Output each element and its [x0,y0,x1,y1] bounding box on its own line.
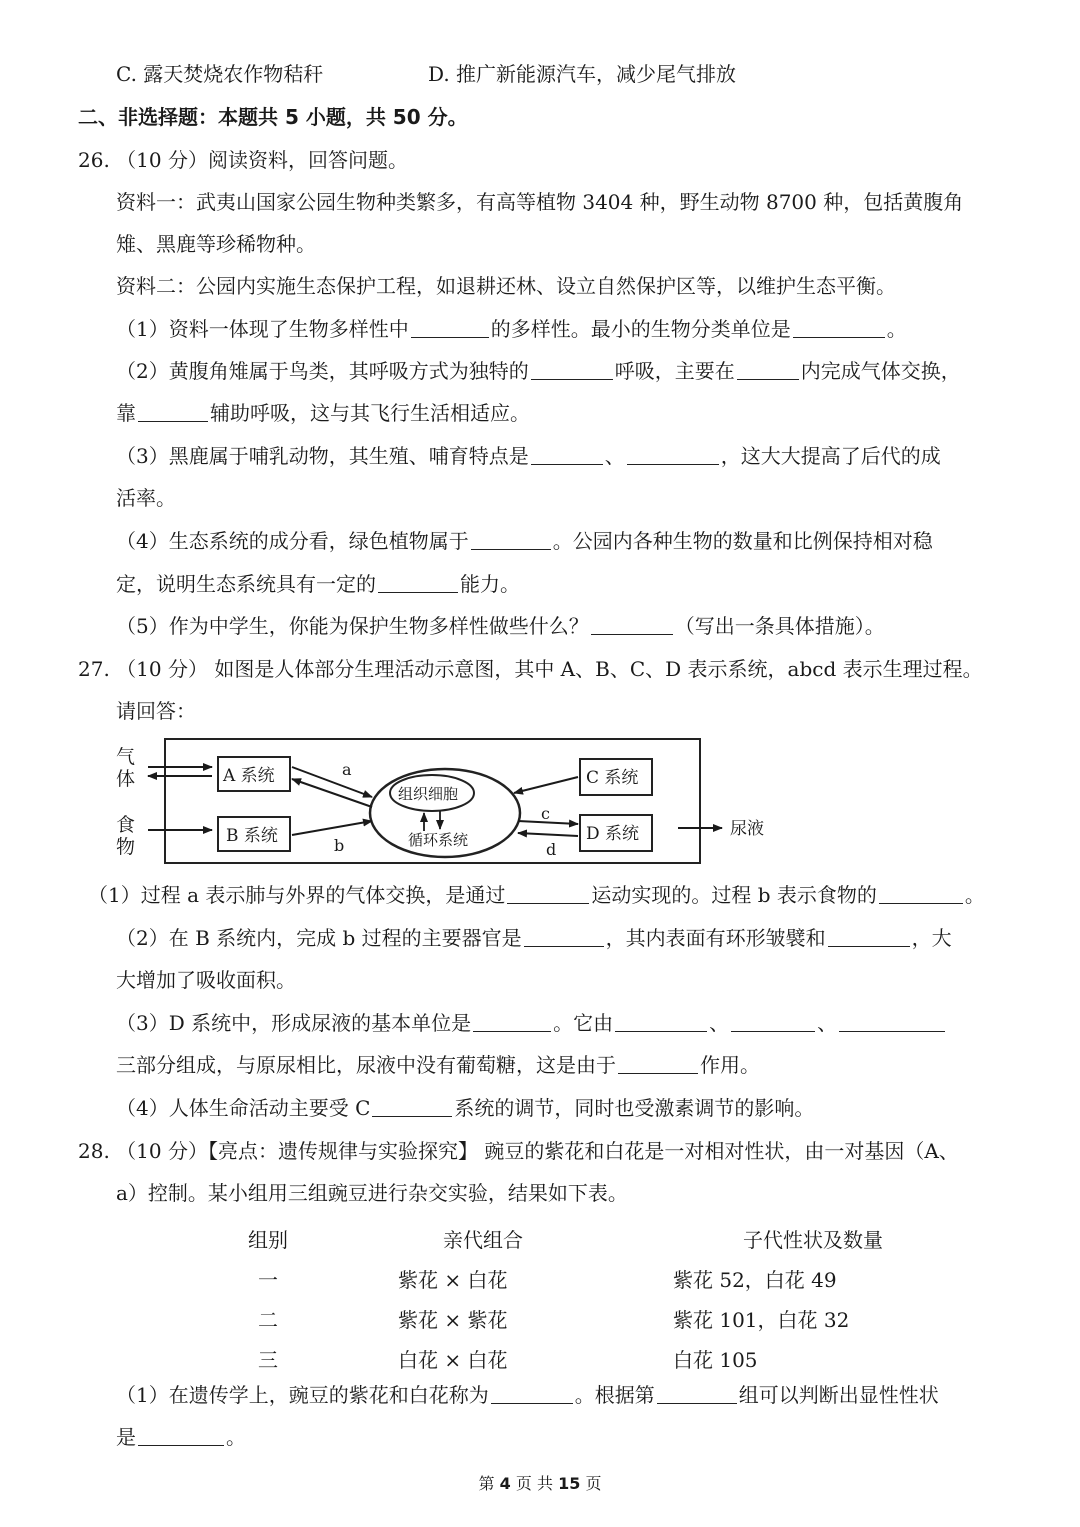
table-cell: 紫花 52，白花 49 [673,1267,837,1292]
q28-line2: a）控制。某小组用三组豌豆进行杂交实验，结果如下表。 [116,1181,628,1205]
q26-sub2-text-c: 内完成气体交换， [800,359,961,383]
table-header-cell: 亲代组合 [443,1227,523,1252]
q28-sub1-line1 [116,1381,939,1409]
process-d-arrow [518,833,578,836]
table-row [220,1258,983,1298]
genetics-table [220,1218,983,1378]
q26-sub4-line2 [116,570,520,598]
answer-blank[interactable] [618,1053,698,1074]
urine-label: 尿液 [730,819,764,839]
option-d: D. 推广新能源汽车，减少尾气排放 [428,62,737,86]
q27-sub1-text-b: 运动实现的。过程 b 表示食物的 [591,883,877,907]
q28-header: 28. （10 分）【亮点：遗传规律与实验探究】 豌豆的紫花和白花是一对相对性状，由一对基因（A、 [78,1139,959,1163]
q27-sub4-text-a: （4）人体生命活动主要受 C [116,1096,371,1120]
q26-sub4-text-d: 能力。 [460,572,520,596]
food-label-1: 食 [116,814,136,836]
q26-sub4-text-b: 。公园内各种生物的数量和比例保持相对稳 [552,529,933,553]
q27-sub3-line1 [116,1009,947,1037]
q26-sub2-text-b: 呼吸，主要在 [614,359,735,383]
q28-sub1-text-a: （1）在遗传学上，豌豆的紫花和白花称为 [116,1383,489,1407]
table-header-cell: 子代性状及数量 [743,1227,883,1252]
q28-sub1-text-c: 组可以判断出显性性状 [738,1383,939,1407]
q27-sub3-text-b: 。它由 [553,1011,614,1035]
answer-blank[interactable] [507,883,589,904]
option-c: C. 露天焚烧农作物秸秆 [116,62,324,86]
q27-sub4 [116,1094,814,1122]
food-label-2: 物 [116,836,136,858]
answer-blank[interactable] [473,1011,551,1032]
answer-blank[interactable] [731,1011,815,1032]
answer-blank[interactable] [471,529,551,550]
system-c-arrow [514,777,578,793]
q27-sub2-text-b: ，其内表面有环形皱襞和 [605,926,826,950]
answer-blank[interactable] [378,572,458,593]
q26-material1-line1: 资料一：武夷山国家公园生物种类繁多，有高等植物 3404 种，野生动物 8700 种，包括黄腹角 [116,190,964,214]
table-header-row [220,1218,983,1258]
answer-blank[interactable] [839,1011,945,1032]
q26-sub4-line1 [116,527,933,555]
answer-blank[interactable] [657,1383,737,1404]
q26-sub2-line1 [116,357,961,385]
q27-sub3-line2 [116,1051,760,1079]
tissue-cell-label: 组织细胞 [398,785,459,803]
table-cell: 白花 105 [673,1347,758,1372]
answer-blank[interactable] [828,926,910,947]
q26-sub2-text-e: 辅助呼吸，这与其飞行生活相适应。 [210,401,530,425]
section-title: 二、非选择题：本题共 5 小题，共 50 分。 [78,105,468,129]
process-c-label: c [541,804,550,823]
answer-blank[interactable] [411,317,489,338]
system-a-label: A 系统 [223,766,275,786]
q26-material2: 资料二：公园内实施生态保护工程，如退耕还林、设立自然保护区等，以维护生态平衡。 [116,274,896,298]
q27-sub2-text-c: ，大 [911,926,952,950]
table-cell: 紫花 × 紫花 [398,1307,508,1332]
answer-blank[interactable] [138,1425,224,1446]
process-b-arrow [292,821,372,835]
q27-sub1-text-a: （1）过程 a 表示肺与外界的气体交换，是通过 [88,883,506,907]
answer-blank[interactable] [138,401,208,422]
q27-sub1 [88,881,985,909]
q26-sub4-text-a: （4）生态系统的成分看，绿色植物属于 [116,529,469,553]
answer-blank[interactable] [372,1096,452,1117]
gas-label-1: 气 [116,746,136,768]
q26-sub3-line2: 活率。 [116,486,176,510]
q27-prompt: 请回答： [116,699,196,723]
table-row [220,1298,983,1338]
answer-blank[interactable] [591,614,673,635]
q26-sub1-text-a: （1）资料一体现了生物多样性中 [116,317,409,341]
q27-sub3-text-e: 三部分组成，与原尿相比，尿液中没有葡萄糖，这是由于 [116,1053,616,1077]
circulatory-label: 循环系统 [408,831,469,849]
page-footer [0,1471,1080,1494]
page-number: 4 [499,1474,511,1493]
footer-text: 页 共 [515,1474,553,1493]
q26-sub5-text-a: （5）作为中学生，你能为保护生物多样性做些什么？ [116,614,589,638]
table-cell: 二 [258,1307,278,1332]
table-cell: 紫花 101，白花 32 [673,1307,850,1332]
q26-sub2-text-a: （2）黄腹角雉属于鸟类，其呼吸方式为独特的 [116,359,529,383]
q26-sub3-text-a: （3）黑鹿属于哺乳动物，其生殖、哺育特点是 [116,444,529,468]
q26-sub4-text-c: 定，说明生态系统具有一定的 [116,572,376,596]
q26-sub1-text-b: 的多样性。最小的生物分类单位是 [490,317,791,341]
footer-text: 页 [585,1474,602,1493]
q26-header: 26. （10 分）阅读资料，回答问题。 [78,148,408,172]
footer-text: 第 [478,1474,495,1493]
answer-blank[interactable] [627,444,719,465]
system-c-label: C 系统 [586,768,639,788]
q26-sub5-text-b: （写出一条具体措施）。 [674,614,885,638]
answer-blank[interactable] [879,883,963,904]
q27-sub3-text-d: 、 [817,1011,838,1035]
answer-blank[interactable] [524,926,604,947]
process-a-label: a [342,760,352,779]
answer-blank[interactable] [491,1383,573,1404]
q28-sub1-line2 [116,1423,246,1451]
gas-label-2: 体 [116,768,136,790]
process-b-label: b [334,836,345,855]
q26-sub2-line2 [116,399,530,427]
answer-blank[interactable] [615,1011,707,1032]
q26-sub1 [116,315,907,343]
q26-sub2-text-d: 靠 [116,401,136,425]
q26-material1-line2: 雉、黑鹿等珍稀物种。 [116,232,316,256]
q27-sub4-text-b: 系统的调节，同时也受激素调节的影响。 [454,1096,815,1120]
q27-sub1-text-c: 。 [964,883,985,907]
answer-blank[interactable] [531,359,613,380]
answer-blank[interactable] [793,317,885,338]
answer-blank[interactable] [737,359,799,380]
q27-sub3-text-c: 、 [709,1011,730,1035]
table-cell: 一 [258,1267,278,1292]
table-header-cell: 组别 [248,1227,288,1252]
q26-sub3-text-b: 、 [604,444,625,468]
process-d-label: d [546,840,557,859]
q26-sub1-text-c: 。 [886,317,907,341]
q27-sub2-text-a: （2）在 B 系统内，完成 b 过程的主要器官是 [116,926,522,950]
q28-sub1-text-b: 。根据第 [574,1383,655,1407]
q26-sub3-line1 [116,442,941,470]
table-row [220,1338,983,1378]
q27-sub2-line2: 大增加了吸收面积。 [116,968,296,992]
table-cell: 三 [258,1347,278,1372]
physiology-diagram [110,733,790,865]
q27-sub3-text-f: 作用。 [700,1053,760,1077]
answer-blank[interactable] [531,444,603,465]
page-total: 15 [558,1474,581,1493]
q26-sub5 [116,612,885,640]
table-cell: 紫花 × 白花 [398,1267,508,1292]
q27-sub2-line1 [116,924,952,952]
q28-sub1-text-e: 。 [226,1425,246,1449]
q27-sub3-text-a: （3）D 系统中，形成尿液的基本单位是 [116,1011,472,1035]
system-d-label: D 系统 [586,824,640,844]
q28-sub1-text-d: 是 [116,1425,136,1449]
system-b-label: B 系统 [226,826,278,846]
q27-header: 27. （10 分） 如图是人体部分生理活动示意图，其中 A、B、C、D 表示系统，abcd 表示生理过程。 [78,657,983,681]
table-cell: 白花 × 白花 [398,1347,508,1372]
q26-sub3-text-c: ，这大大提高了后代的成 [720,444,941,468]
